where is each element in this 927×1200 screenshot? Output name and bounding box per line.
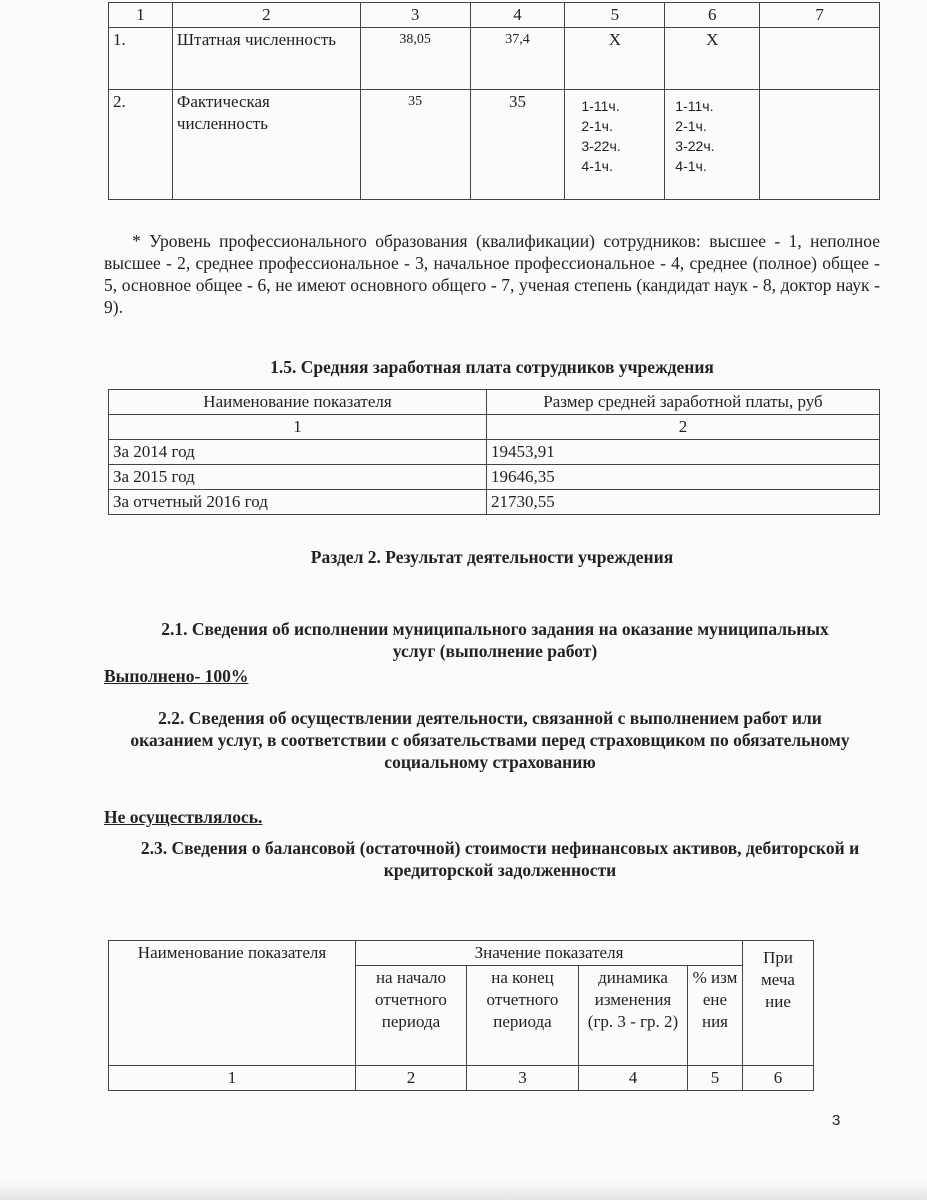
col-header: 5 (565, 3, 665, 28)
scan-edge (0, 1180, 927, 1200)
col-header: Наименование показателя (109, 941, 356, 1066)
row-name: Штатная численность (172, 28, 360, 90)
cell (565, 90, 665, 200)
cell (760, 28, 880, 90)
cell: 35 (360, 90, 470, 200)
col-number: 2 (487, 415, 880, 440)
cell-line: 2-1ч. (581, 118, 613, 134)
col-header: 6 (665, 3, 760, 28)
balance-table (108, 940, 814, 1091)
cell-line: 3-22ч. (581, 138, 621, 154)
sub-header: % изм ене ния (688, 966, 743, 1066)
cell (665, 90, 760, 200)
col-header: 2 (172, 3, 360, 28)
col-header: Наименование показателя (109, 390, 487, 415)
row-label: За отчетный 2016 год (109, 490, 487, 515)
section-2-title: Раздел 2. Результат деятельности учреждения (310, 547, 674, 567)
sub-header: на конец отчетного периода (467, 966, 579, 1066)
col-header: Значение показателя (356, 941, 743, 966)
row-number: 2. (109, 90, 173, 200)
section-1-5-title: 1.5. Средняя заработная плата сотрудников учреждения (270, 357, 714, 377)
col-header: Размер средней заработной платы, руб (487, 390, 880, 415)
col-header: При меча ние (743, 941, 814, 1066)
row-value: 19453,91 (487, 440, 880, 465)
col-number: 1 (109, 1066, 356, 1091)
staff-table (108, 2, 880, 200)
section-2-2-title: 2.2. Сведения об осуществлении деятельности, связанной с выполнением работ или оказанием услуг, в соответствии с обязательствами перед страховщиком по обязательному социальному страхованию (130, 708, 850, 772)
cell-line: 3-22ч. (675, 138, 715, 154)
row-label: За 2014 год (109, 440, 487, 465)
row-number: 1. (109, 28, 173, 90)
table-header-row (109, 3, 880, 28)
row-value: 19646,35 (487, 465, 880, 490)
table-row (109, 28, 880, 90)
col-header: 1 (109, 3, 173, 28)
col-header: 3 (360, 3, 470, 28)
section-2-1-title: 2.1. Сведения об исполнении муниципального задания на оказание муниципальных услуг (выполнение работ) (161, 619, 829, 661)
cell-line: 1-11ч. (675, 98, 714, 114)
section-2-3-title: 2.3. Сведения о балансовой (остаточной) стоимости нефинансовых активов, дебиторской и кредиторской задолженности (140, 838, 860, 880)
col-number: 2 (356, 1066, 467, 1091)
cell: 38,05 (360, 28, 470, 90)
cell (760, 90, 880, 200)
col-number: 5 (688, 1066, 743, 1091)
section-2-2-result: Не осуществлялось. (104, 807, 263, 827)
col-number: 6 (743, 1066, 814, 1091)
row-label: За 2015 год (109, 465, 487, 490)
row-name: Фактическая численность (172, 90, 360, 200)
page-number: 3 (832, 1112, 841, 1129)
salary-table (108, 389, 880, 515)
cell: X (565, 28, 665, 90)
footnote: * Уровень профессионального образования (квалификации) сотрудников: высшее - 1, неполное высшее - 2, среднее профессиональное - 3, начальное профессиональное - 4, среднее (полное) общее - 5, основное общее - 6, не имеют основного общего - 7, ученая степень (кандидат наук - 8, доктор наук - 9). (104, 231, 880, 317)
cell-line: 4-1ч. (675, 158, 707, 174)
table-row (109, 465, 880, 490)
col-header: 4 (470, 3, 565, 28)
col-header: 7 (760, 3, 880, 28)
sub-header: на начало отчетного периода (356, 966, 467, 1066)
cell: 37,4 (470, 28, 565, 90)
cell-line: 2-1ч. (675, 118, 707, 134)
cell-line: 4-1ч. (581, 158, 613, 174)
cell: X (665, 28, 760, 90)
cell-line: 1-11ч. (581, 98, 620, 114)
section-2-1-result: Выполнено- 100% (104, 666, 249, 686)
cell: 35 (470, 90, 565, 200)
table-row (109, 490, 880, 515)
col-number: 3 (467, 1066, 579, 1091)
sub-header: динамика изменения (гр. 3 - гр. 2) (579, 966, 688, 1066)
col-number: 4 (579, 1066, 688, 1091)
table-row (109, 90, 880, 200)
table-row (109, 440, 880, 465)
row-value: 21730,55 (487, 490, 880, 515)
col-number: 1 (109, 415, 487, 440)
